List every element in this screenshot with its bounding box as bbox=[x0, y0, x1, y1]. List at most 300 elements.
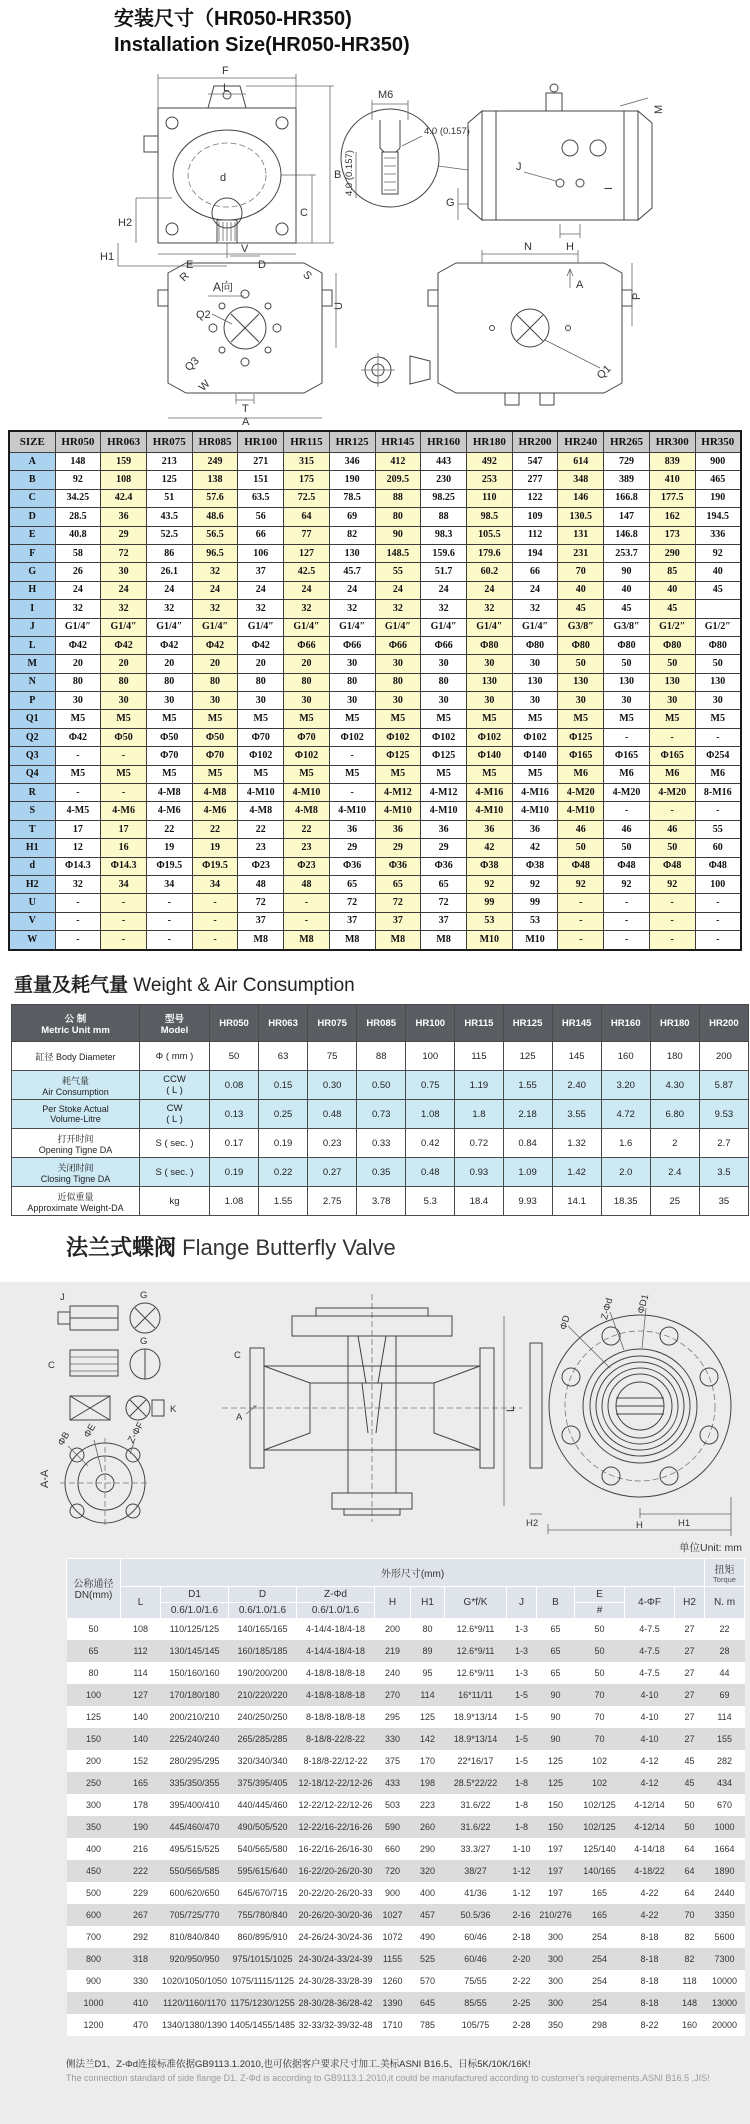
table-cell: 30 bbox=[192, 692, 238, 710]
table-row bbox=[9, 692, 741, 710]
table-cell: 4-M10 bbox=[558, 802, 604, 820]
table-cell: 45 bbox=[604, 600, 650, 618]
table-cell: 178 bbox=[132, 1800, 149, 1810]
table-cell: 12-18/12-22/12-26 bbox=[298, 1778, 373, 1788]
table-cell: - bbox=[55, 912, 101, 930]
table-cell: 10000 bbox=[712, 1976, 738, 1986]
table-cell: Φ80 bbox=[649, 636, 695, 654]
header-row bbox=[12, 1005, 749, 1042]
table-cell: M5 bbox=[421, 765, 467, 783]
table-cell: G1/4″ bbox=[146, 618, 192, 636]
valve-dimension-table bbox=[66, 1558, 745, 2036]
row-label: 900 bbox=[85, 1976, 102, 1986]
table-cell: Φ50 bbox=[192, 728, 238, 746]
table-cell: - bbox=[604, 912, 650, 930]
table-cell: Φ23 bbox=[238, 857, 284, 875]
table-cell: 190 bbox=[695, 489, 741, 507]
row-label: 近似重量 Approximate Weight-DA bbox=[12, 1187, 140, 1216]
col-header: HR063 bbox=[259, 1005, 308, 1042]
table-cell: 46 bbox=[604, 820, 650, 838]
table-cell: 70 bbox=[594, 1690, 605, 1700]
table-cell: 102/125 bbox=[583, 1800, 616, 1810]
table-cell: 8-18 bbox=[640, 1998, 659, 2008]
table-cell: 40 bbox=[604, 581, 650, 599]
table-cell: 30 bbox=[512, 692, 558, 710]
table-cell: 4-7.5 bbox=[639, 1668, 660, 1678]
table-cell: G1/4″ bbox=[238, 618, 284, 636]
table-cell: 12.6*9/11 bbox=[456, 1624, 495, 1635]
table-row bbox=[9, 839, 741, 857]
weight-air-consumption-table bbox=[11, 1004, 749, 1216]
table-cell: 130.5 bbox=[558, 508, 604, 526]
unit-note: 单位Unit: mm bbox=[679, 1542, 742, 1554]
table-cell: 90 bbox=[375, 526, 421, 544]
table-cell: - bbox=[329, 747, 375, 765]
table-cell: 102/125 bbox=[583, 1822, 616, 1832]
table-cell: 108 bbox=[101, 471, 147, 489]
table-cell: 6.80 bbox=[650, 1100, 699, 1129]
table-cell: 1.55 bbox=[259, 1187, 308, 1216]
table-cell: Φ23 bbox=[284, 857, 330, 875]
table-cell: 80 bbox=[192, 673, 238, 691]
table-cell: 36 bbox=[329, 820, 375, 838]
table-cell: - bbox=[146, 894, 192, 912]
table-cell: 32 bbox=[192, 600, 238, 618]
table-cell: Φ125 bbox=[375, 747, 421, 765]
table-cell: 32 bbox=[101, 600, 147, 618]
table-cell: 80 bbox=[238, 673, 284, 691]
table-cell: 69 bbox=[329, 508, 375, 526]
row-label: 缸径 Body Diameter bbox=[12, 1042, 140, 1071]
table-cell: 7300 bbox=[714, 1954, 735, 1964]
col-header-J: J bbox=[507, 1586, 537, 1618]
table-cell: 37 bbox=[421, 912, 467, 930]
table-cell: 65 bbox=[550, 1668, 561, 1678]
table-row bbox=[67, 1706, 745, 1728]
table-cell: 1175/1230/1255 bbox=[230, 1998, 295, 2008]
table-cell: 82 bbox=[684, 1954, 695, 1964]
table-cell: M8 bbox=[375, 931, 421, 950]
table-row bbox=[67, 1882, 745, 1904]
row-label: Per Stoke Actual Volume-Litre bbox=[12, 1100, 140, 1129]
table-cell: 64 bbox=[684, 1866, 695, 1876]
table-cell: 4-M10 bbox=[466, 802, 512, 820]
table-cell: 1-5 bbox=[514, 1756, 528, 1766]
valve-label-G: G bbox=[140, 1290, 148, 1301]
table-row bbox=[9, 931, 741, 950]
table-cell: Φ38 bbox=[512, 857, 558, 875]
table-cell: 197 bbox=[547, 1844, 564, 1854]
table-cell: 32 bbox=[55, 600, 101, 618]
table-cell: M5 bbox=[329, 765, 375, 783]
table-cell: 375 bbox=[384, 1756, 401, 1766]
table-cell: 70 bbox=[558, 563, 604, 581]
row-label: 50 bbox=[88, 1624, 99, 1635]
table-cell: 277 bbox=[512, 471, 558, 489]
table-cell: 17 bbox=[55, 820, 101, 838]
table-cell: 16-22/16-26/16-30 bbox=[298, 1844, 373, 1854]
table-cell: 410 bbox=[132, 1998, 149, 2008]
table-cell: Φ48 bbox=[558, 857, 604, 875]
table-cell: Φ19.5 bbox=[146, 857, 192, 875]
table-cell: 3.55 bbox=[552, 1100, 601, 1129]
table-cell: 346 bbox=[329, 453, 375, 471]
table-cell: 27 bbox=[684, 1668, 695, 1678]
valve-label-H1: H1 bbox=[678, 1518, 691, 1529]
col-header-Zd: Z-Φd bbox=[297, 1586, 375, 1602]
table-cell: 40 bbox=[558, 581, 604, 599]
table-cell: 315 bbox=[284, 453, 330, 471]
table-cell: 9.53 bbox=[699, 1100, 748, 1129]
table-cell: 2.4 bbox=[650, 1158, 699, 1187]
detail-dim-1: 4.0 (0.157) bbox=[424, 126, 470, 137]
table-cell: 270 bbox=[384, 1690, 401, 1700]
table-cell: 267 bbox=[132, 1910, 149, 1920]
table-cell: 4-7.5 bbox=[639, 1646, 660, 1656]
row-label: I bbox=[9, 600, 55, 618]
row-label: 打开时间 Opening Tigne DA bbox=[12, 1129, 140, 1158]
table-cell: 22*16/17 bbox=[457, 1756, 494, 1766]
col-header: HR265 bbox=[604, 431, 650, 453]
table-cell: 45 bbox=[649, 600, 695, 618]
table-cell: - bbox=[558, 894, 604, 912]
table-cell: 3.5 bbox=[699, 1158, 748, 1187]
table-cell: - bbox=[101, 894, 147, 912]
table-cell: 30 bbox=[101, 563, 147, 581]
footer-note-en: The connection standard of side flange D1. Z-Φd is according to GB9113.1.2010,it could be manufactured according to customer's requirements.ASNI B16.5 ,JIS! bbox=[66, 2073, 710, 2083]
dim-label-L: L bbox=[223, 82, 230, 94]
table-row bbox=[67, 1750, 745, 1772]
table-cell: 0.72 bbox=[455, 1129, 503, 1158]
table-cell: 18.9*13/14 bbox=[453, 1734, 498, 1744]
table-cell: 98.5 bbox=[466, 508, 512, 526]
table-row bbox=[67, 1684, 745, 1706]
table-cell: 65 bbox=[421, 875, 467, 893]
table-row bbox=[9, 489, 741, 507]
table-cell: 30 bbox=[421, 692, 467, 710]
table-cell: 34 bbox=[146, 875, 192, 893]
table-cell: 122 bbox=[512, 489, 558, 507]
dim-label-Q3: Q3 bbox=[182, 354, 202, 374]
table-cell: 8-18/8-22/12-22 bbox=[303, 1756, 368, 1766]
table-cell: Φ42 bbox=[192, 636, 238, 654]
table-cell: - bbox=[101, 747, 147, 765]
row-label: D bbox=[9, 508, 55, 526]
table-cell: 0.42 bbox=[406, 1129, 455, 1158]
table-cell: 1.19 bbox=[455, 1071, 503, 1100]
table-cell: 64 bbox=[684, 1888, 695, 1898]
row-label: P bbox=[9, 692, 55, 710]
table-cell: 0.23 bbox=[308, 1129, 357, 1158]
table-cell: - bbox=[101, 912, 147, 930]
table-cell: 140/165 bbox=[583, 1866, 616, 1876]
table-cell: 614 bbox=[558, 453, 604, 471]
table-cell: 253.7 bbox=[604, 544, 650, 562]
table-cell: 4-M10 bbox=[512, 802, 558, 820]
table-cell: 130 bbox=[649, 673, 695, 691]
table-cell: 209.5 bbox=[375, 471, 421, 489]
table-cell: Φ80 bbox=[512, 636, 558, 654]
table-cell: 90 bbox=[550, 1734, 561, 1744]
table-cell: Φ14.3 bbox=[55, 857, 101, 875]
table-cell: Φ50 bbox=[101, 728, 147, 746]
table-cell: 5.3 bbox=[406, 1187, 455, 1216]
table-cell: 292 bbox=[132, 1932, 149, 1942]
table-cell: 40 bbox=[649, 581, 695, 599]
table-cell: 32 bbox=[512, 600, 558, 618]
table-cell: 33.3/27 bbox=[460, 1844, 491, 1854]
table-cell: - bbox=[604, 728, 650, 746]
table-cell: 53 bbox=[512, 912, 558, 930]
table-cell: Φ36 bbox=[421, 857, 467, 875]
table-cell: 82 bbox=[684, 1932, 695, 1942]
table-cell: 200 bbox=[384, 1624, 401, 1635]
table-cell: 1-12 bbox=[512, 1866, 531, 1876]
table-cell: 66 bbox=[512, 563, 558, 581]
table-cell: 0.93 bbox=[455, 1158, 503, 1187]
table-cell: 4-12/14 bbox=[634, 1800, 665, 1810]
col-header-metric: 公 制 Metric Unit mm bbox=[12, 1005, 140, 1042]
unit-cell: S ( sec. ) bbox=[140, 1129, 210, 1158]
table-cell: 85 bbox=[649, 563, 695, 581]
table-cell: M5 bbox=[375, 765, 421, 783]
table-cell: 231 bbox=[558, 544, 604, 562]
valve-label-AA: A-A bbox=[39, 1469, 51, 1488]
table-cell: 219 bbox=[384, 1646, 401, 1656]
table-cell: 125 bbox=[547, 1756, 564, 1766]
table-row bbox=[9, 563, 741, 581]
table-cell: 4-18/22 bbox=[634, 1866, 665, 1876]
table-cell: 213 bbox=[146, 453, 192, 471]
table-cell: - bbox=[55, 894, 101, 912]
table-cell: 24 bbox=[421, 581, 467, 599]
table-cell: 0.30 bbox=[308, 1071, 357, 1100]
col-header: HR100 bbox=[406, 1005, 455, 1042]
table-cell: 146.8 bbox=[604, 526, 650, 544]
table-cell: 150/160/160 bbox=[169, 1668, 220, 1678]
table-cell: 30 bbox=[558, 692, 604, 710]
table-cell: 92 bbox=[466, 875, 512, 893]
row-label: 400 bbox=[85, 1844, 102, 1854]
table-cell: 900 bbox=[384, 1888, 401, 1898]
table-cell: M8 bbox=[421, 931, 467, 950]
table-cell: 24-30/24-33/24-39 bbox=[298, 1954, 373, 1964]
table-cell: 4-7.5 bbox=[639, 1624, 660, 1635]
table-cell: G3/8″ bbox=[558, 618, 604, 636]
table-cell: 2.75 bbox=[308, 1187, 357, 1216]
table-cell: 503 bbox=[384, 1800, 401, 1810]
table-cell: Φ48 bbox=[695, 857, 741, 875]
table-cell: 2440 bbox=[714, 1888, 735, 1898]
row-label: Q2 bbox=[9, 728, 55, 746]
table-cell: 200/210/210 bbox=[169, 1712, 220, 1722]
col-header: HR085 bbox=[192, 431, 238, 453]
table-cell: M5 bbox=[558, 710, 604, 728]
dim-label-W: W bbox=[196, 377, 213, 394]
table-cell: 12.6*9/11 bbox=[456, 1668, 495, 1678]
col-header: HR075 bbox=[308, 1005, 357, 1042]
table-cell: 114 bbox=[420, 1690, 435, 1700]
col-header-L: L bbox=[121, 1586, 161, 1618]
table-cell: 645 bbox=[419, 1998, 436, 2008]
table-cell: 72 bbox=[421, 894, 467, 912]
table-cell: 4-M10 bbox=[238, 784, 284, 802]
table-cell: 45.7 bbox=[329, 563, 375, 581]
table-cell: 900 bbox=[695, 453, 741, 471]
table-cell: 88 bbox=[357, 1042, 406, 1071]
table-row bbox=[9, 673, 741, 691]
table-cell: 4-M6 bbox=[146, 802, 192, 820]
row-label: H1 bbox=[9, 839, 55, 857]
table-cell: - bbox=[146, 912, 192, 930]
table-cell: 55 bbox=[695, 820, 741, 838]
sub-header-Zd: 0.6/1.0/1.6 bbox=[297, 1602, 375, 1618]
table-cell: 20 bbox=[146, 655, 192, 673]
table-cell: 320/340/340 bbox=[237, 1756, 288, 1766]
table-cell: 470 bbox=[132, 2020, 149, 2030]
table-cell: 8-18 bbox=[640, 1932, 659, 1942]
table-cell: 114 bbox=[717, 1712, 732, 1722]
valve-label-C2: C bbox=[48, 1360, 55, 1371]
table-cell: M5 bbox=[284, 710, 330, 728]
table-cell: 130 bbox=[466, 673, 512, 691]
table-cell: Φ102 bbox=[329, 728, 375, 746]
col-header-GfK: G*f/K bbox=[445, 1586, 507, 1618]
table-cell: 99 bbox=[512, 894, 558, 912]
dim-label-S: S bbox=[300, 268, 314, 283]
table-cell: Φ125 bbox=[421, 747, 467, 765]
table-cell: 112 bbox=[133, 1646, 148, 1656]
table-cell: 42.5 bbox=[284, 563, 330, 581]
table-cell: 32 bbox=[55, 875, 101, 893]
table-cell: 130 bbox=[558, 673, 604, 691]
table-cell: 1-8 bbox=[514, 1800, 528, 1810]
table-cell: 24 bbox=[375, 581, 421, 599]
table-cell: 138 bbox=[192, 471, 238, 489]
table-cell: 8-22 bbox=[640, 2020, 659, 2030]
page-title-cn: 安装尺寸（HR050-HR350) bbox=[114, 8, 352, 30]
col-header-outline-dims: 外形尺寸(mm) bbox=[121, 1559, 705, 1587]
table-cell: 72 bbox=[101, 544, 147, 562]
table-cell: 253 bbox=[466, 471, 512, 489]
table-cell: 24 bbox=[101, 581, 147, 599]
table-cell: 2-28 bbox=[512, 2020, 531, 2030]
table-cell: 88 bbox=[421, 508, 467, 526]
table-cell: 222 bbox=[132, 1866, 149, 1876]
table-cell: - bbox=[604, 802, 650, 820]
table-cell: 1405/1455/1485 bbox=[229, 2020, 296, 2030]
table-cell: M5 bbox=[101, 765, 147, 783]
table-cell: 50 bbox=[594, 1668, 605, 1678]
table-cell: 36 bbox=[375, 820, 421, 838]
table-cell: 1890 bbox=[714, 1866, 735, 1876]
valve-label-G2: G bbox=[140, 1336, 148, 1347]
weight-title-en: Weight & Air Consumption bbox=[128, 975, 355, 996]
row-label: 1000 bbox=[83, 1998, 104, 2008]
table-cell: - bbox=[101, 931, 147, 950]
table-cell: 102 bbox=[591, 1756, 608, 1766]
table-cell: 400 bbox=[419, 1888, 436, 1898]
table-cell: 24 bbox=[466, 581, 512, 599]
table-cell: 4-12 bbox=[640, 1756, 659, 1766]
table-cell: 295 bbox=[384, 1712, 401, 1722]
table-cell: 72 bbox=[329, 894, 375, 912]
table-row bbox=[67, 1904, 745, 1926]
table-cell: 194.5 bbox=[695, 508, 741, 526]
table-cell: 29 bbox=[375, 839, 421, 857]
table-cell: 180 bbox=[650, 1042, 699, 1071]
table-cell: Φ14.3 bbox=[101, 857, 147, 875]
table-cell: - bbox=[649, 894, 695, 912]
table-cell bbox=[695, 600, 741, 618]
table-cell: G1/4″ bbox=[466, 618, 512, 636]
table-cell: 20-22/20-26/20-33 bbox=[298, 1888, 373, 1898]
table-cell: 159.6 bbox=[421, 544, 467, 562]
table-cell: 1710 bbox=[382, 2020, 403, 2030]
table-cell: 0.15 bbox=[259, 1071, 308, 1100]
table-row bbox=[67, 1860, 745, 1882]
row-label: 700 bbox=[85, 1932, 102, 1942]
unit-cell: S ( sec. ) bbox=[140, 1158, 210, 1187]
table-cell: 147 bbox=[604, 508, 650, 526]
table-row bbox=[12, 1042, 749, 1071]
table-cell: 4-22 bbox=[640, 1910, 659, 1920]
table-cell: 0.25 bbox=[259, 1100, 308, 1129]
col-header-Nm: N. m bbox=[705, 1586, 745, 1618]
table-cell: - bbox=[101, 784, 147, 802]
table-cell: 26 bbox=[55, 563, 101, 581]
table-cell: - bbox=[192, 931, 238, 950]
table-cell: 2.40 bbox=[552, 1071, 601, 1100]
table-cell: G1/4″ bbox=[101, 618, 147, 636]
table-cell: 32 bbox=[329, 600, 375, 618]
row-label: 500 bbox=[85, 1888, 102, 1898]
table-cell: 80 bbox=[421, 673, 467, 691]
table-cell: - bbox=[55, 931, 101, 950]
header-row bbox=[9, 431, 741, 453]
table-cell: 375/395/405 bbox=[237, 1778, 288, 1788]
table-cell: 75 bbox=[308, 1042, 357, 1071]
table-row bbox=[9, 544, 741, 562]
table-row bbox=[9, 728, 741, 746]
row-label: S bbox=[9, 802, 55, 820]
table-cell: 105.5 bbox=[466, 526, 512, 544]
table-cell: 4-M16 bbox=[512, 784, 558, 802]
table-cell: Φ42 bbox=[55, 636, 101, 654]
table-cell: 8-18/8-22/8-22 bbox=[305, 1734, 366, 1744]
table-cell: 30 bbox=[55, 692, 101, 710]
table-cell: 75/55 bbox=[464, 1976, 487, 1986]
footer-note-cn: 侧法兰D1、Z-Φd连接标准依据GB9113.1.2010,也可依据客户要求尺寸加工.美标ASNI B16.5、日标5K/10K/16K! bbox=[66, 2059, 531, 2070]
table-cell: 4-14/18 bbox=[634, 1844, 665, 1854]
table-cell: Φ102 bbox=[284, 747, 330, 765]
table-cell: 100 bbox=[695, 875, 741, 893]
table-row bbox=[9, 618, 741, 636]
table-cell: 271 bbox=[238, 453, 284, 471]
table-cell: 165 bbox=[591, 1910, 608, 1920]
table-cell: 50 bbox=[210, 1042, 259, 1071]
col-header: HR125 bbox=[503, 1005, 552, 1042]
table-cell: 72 bbox=[375, 894, 421, 912]
table-cell: 216 bbox=[132, 1844, 149, 1854]
table-cell: 92 bbox=[512, 875, 558, 893]
table-row bbox=[67, 1618, 745, 1640]
table-cell: 77 bbox=[284, 526, 330, 544]
table-cell: 19 bbox=[146, 839, 192, 857]
table-cell: 30 bbox=[329, 692, 375, 710]
table-cell: 27 bbox=[684, 1624, 695, 1635]
table-cell: 173 bbox=[649, 526, 695, 544]
